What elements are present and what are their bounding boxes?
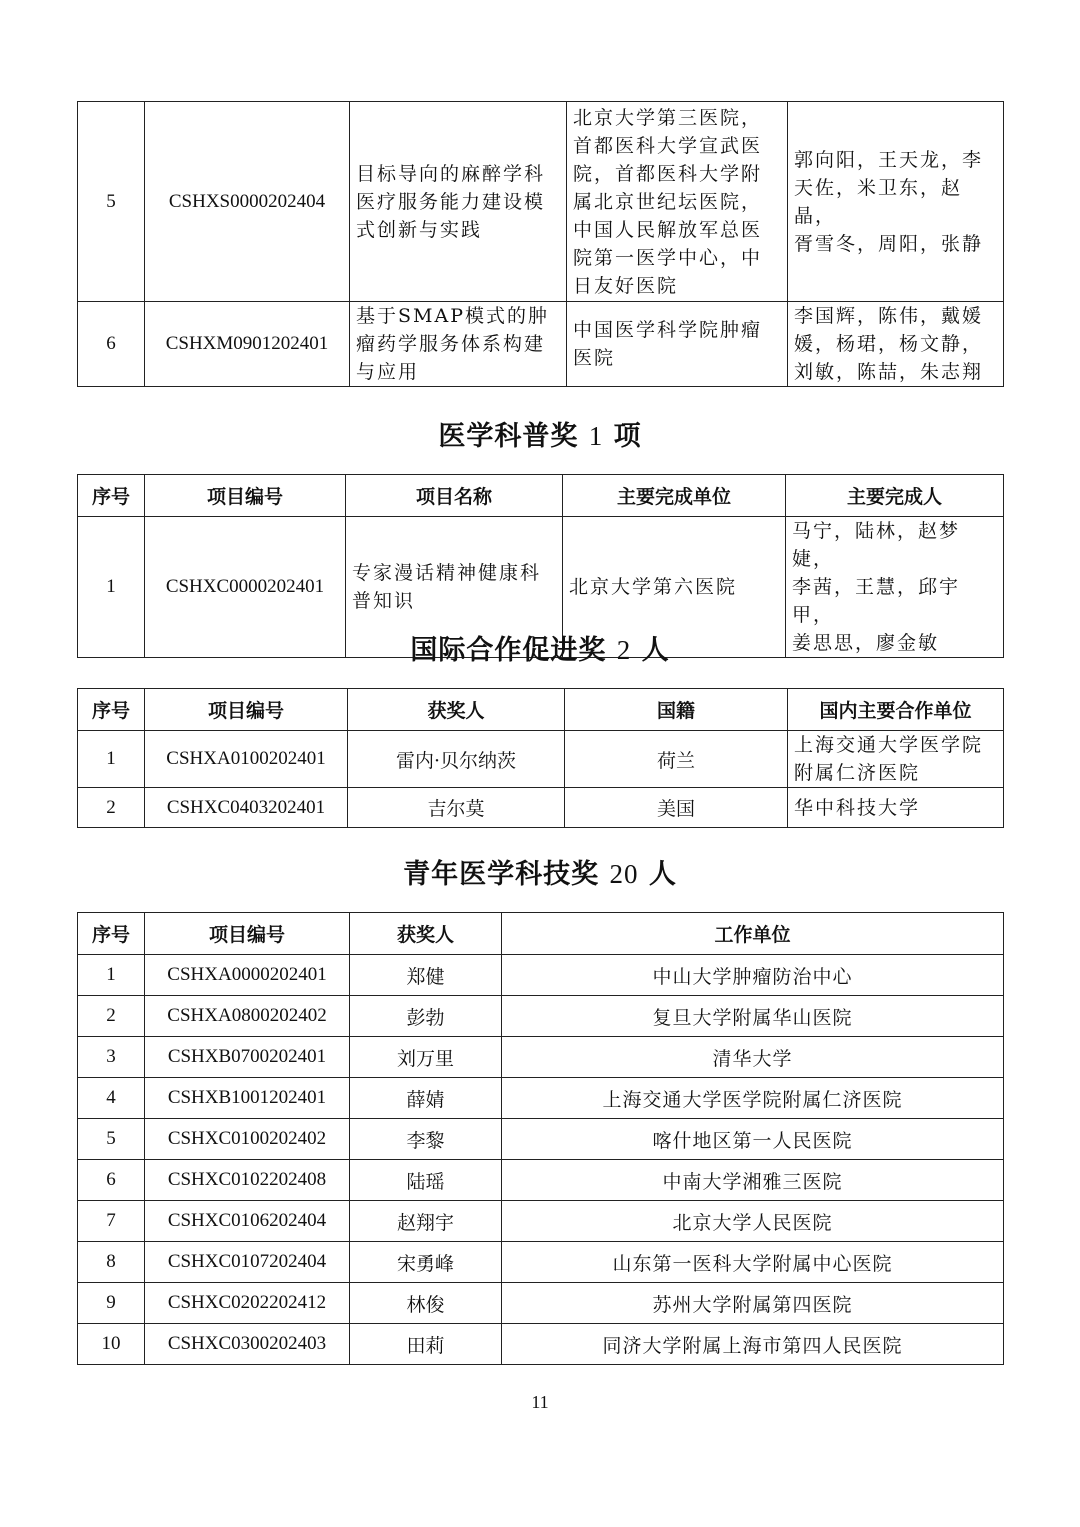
main-unit-line: 中国医学科学院肿瘤 xyxy=(573,319,763,341)
row-number: 2 xyxy=(78,788,145,828)
work-unit: 中山大学肿瘤防治中心 xyxy=(502,955,1004,996)
project-code: CSHXC0000202401 xyxy=(145,517,346,658)
column-header: 主要完成人 xyxy=(786,475,1004,517)
main-unit-line: 日友好医院 xyxy=(573,274,679,297)
awardee-name: 赵翔宇 xyxy=(350,1201,502,1242)
table-row xyxy=(78,1160,1004,1201)
nationality: 美国 xyxy=(565,788,788,828)
table-row xyxy=(78,302,1004,387)
row-number: 6 xyxy=(78,1160,145,1201)
work-unit: 苏州大学附属第四医院 xyxy=(502,1283,1004,1324)
section-title-kepu: 医学科普奖 1 项 xyxy=(438,421,642,452)
intl-award-table xyxy=(77,688,1004,828)
main-unit-line: 医院 xyxy=(573,347,616,369)
partner-unit-line: 上海交通大学医学院 xyxy=(794,734,984,756)
awardee-name: 宋勇峰 xyxy=(350,1242,502,1283)
column-header: 项目编号 xyxy=(145,475,346,517)
project-code: CSHXM0901202401 xyxy=(145,302,350,387)
table-row xyxy=(78,1324,1004,1365)
row-number: 1 xyxy=(78,955,145,996)
column-header: 工作单位 xyxy=(502,913,1004,955)
column-header: 国籍 xyxy=(565,689,788,731)
row-number: 6 xyxy=(78,302,145,387)
partner-unit-line: 附属仁济医院 xyxy=(794,762,921,784)
project-code: CSHXC0107202404 xyxy=(145,1242,350,1283)
main-unit-line: 中国人民解放军总医 xyxy=(573,218,763,241)
main-people xyxy=(788,102,1004,302)
project-code: CSHXC0202202412 xyxy=(145,1283,350,1324)
column-header: 项目编号 xyxy=(145,913,350,955)
project-name-line: 目标导向的麻醉学科 xyxy=(356,162,546,185)
work-unit: 北京大学人民医院 xyxy=(502,1201,1004,1242)
table-row xyxy=(78,1119,1004,1160)
awardee-name: 刘万里 xyxy=(350,1037,502,1078)
awardee-name: 吉尔莫 xyxy=(348,788,565,828)
project-code: CSHXC0100202402 xyxy=(145,1119,350,1160)
main-unit-line: 院，首都医科大学附 xyxy=(573,162,763,185)
project-code: CSHXC0403202401 xyxy=(145,788,348,828)
main-unit-line: 北京大学第六医院 xyxy=(569,576,738,598)
table-row xyxy=(78,102,1004,302)
table-row xyxy=(78,996,1004,1037)
project-name-line: 式创新与实践 xyxy=(356,218,483,241)
project-code: CSHXB1001202401 xyxy=(145,1078,350,1119)
table-row xyxy=(78,1078,1004,1119)
project-name-line: 瘤药学服务体系构建 xyxy=(356,333,546,355)
table-row xyxy=(78,1201,1004,1242)
awardee-name: 陆瑶 xyxy=(350,1160,502,1201)
project-name-line: 普知识 xyxy=(352,590,416,612)
row-number: 8 xyxy=(78,1242,145,1283)
main-people-line: 刘敏，陈喆，朱志翔 xyxy=(794,361,984,383)
column-header: 项目名称 xyxy=(346,475,563,517)
table-row xyxy=(78,1037,1004,1078)
awardee-name: 彭勃 xyxy=(350,996,502,1037)
main-people xyxy=(788,302,1004,387)
work-unit: 喀什地区第一人民医院 xyxy=(502,1119,1004,1160)
column-header: 获奖人 xyxy=(348,689,565,731)
table-row xyxy=(78,1283,1004,1324)
project-code: CSHXC0102202408 xyxy=(145,1160,350,1201)
work-unit: 清华大学 xyxy=(502,1037,1004,1078)
row-number: 1 xyxy=(78,517,145,658)
column-header: 主要完成单位 xyxy=(563,475,786,517)
project-code: CSHXS0000202404 xyxy=(145,102,350,302)
main-unit-line: 院第一医学中心，中 xyxy=(573,246,763,269)
work-unit: 山东第一医科大学附属中心医院 xyxy=(502,1242,1004,1283)
project-code: CSHXB0700202401 xyxy=(145,1037,350,1078)
work-unit: 复旦大学附属华山医院 xyxy=(502,996,1004,1037)
main-unit-line: 北京大学第三医院， xyxy=(573,106,763,129)
section-title-intl: 国际合作促进奖 2 人 xyxy=(410,635,670,666)
project-code: CSHXC0300202403 xyxy=(145,1324,350,1365)
column-header: 序号 xyxy=(78,475,145,517)
column-header: 序号 xyxy=(78,689,145,731)
project-name-line: 与应用 xyxy=(356,361,420,383)
project-code: CSHXA0100202401 xyxy=(145,731,348,788)
main-people-line: 李国辉，陈伟，戴媛 xyxy=(794,305,984,327)
row-number: 5 xyxy=(78,102,145,302)
main-people-line: 李茜，王慧，邱宇甲， xyxy=(792,576,961,626)
column-header: 获奖人 xyxy=(350,913,502,955)
page-number: 11 xyxy=(531,1392,549,1412)
awards-table-continued xyxy=(77,101,1004,387)
nationality: 荷兰 xyxy=(565,731,788,788)
awardee-name: 薛婧 xyxy=(350,1078,502,1119)
row-number: 9 xyxy=(78,1283,145,1324)
project-code: CSHXA0000202401 xyxy=(145,955,350,996)
project-name-line: 基于SMAP模式的肿 xyxy=(356,305,549,327)
column-header: 序号 xyxy=(78,913,145,955)
main-unit-line: 属北京世纪坛医院， xyxy=(573,190,763,213)
main-people-line: 马宁，陆林，赵梦婕， xyxy=(792,520,961,570)
column-header: 项目编号 xyxy=(145,689,348,731)
table-row xyxy=(78,731,1004,788)
row-number: 5 xyxy=(78,1119,145,1160)
table-row xyxy=(78,1242,1004,1283)
row-number: 3 xyxy=(78,1037,145,1078)
awardee-name: 雷内·贝尔纳茨 xyxy=(348,731,565,788)
main-unit xyxy=(567,302,788,387)
project-name-line: 专家漫话精神健康科 xyxy=(352,562,542,584)
main-unit xyxy=(567,102,788,302)
awardee-name: 李黎 xyxy=(350,1119,502,1160)
main-people-line: 天佐，米卫东，赵晶， xyxy=(794,176,963,227)
row-number: 1 xyxy=(78,731,145,788)
main-people-line: 胥雪冬，周阳，张静 xyxy=(794,232,984,255)
awardee-name: 郑健 xyxy=(350,955,502,996)
youth-award-table xyxy=(77,912,1004,1365)
partner-unit xyxy=(788,731,1004,788)
row-number: 10 xyxy=(78,1324,145,1365)
table-row xyxy=(78,955,1004,996)
row-number: 4 xyxy=(78,1078,145,1119)
project-name-line: 医疗服务能力建设模 xyxy=(356,190,546,213)
partner-unit xyxy=(788,788,1004,828)
main-people-line: 姜思思，廖金敏 xyxy=(792,632,940,654)
project-name xyxy=(350,302,567,387)
main-people-line: 郭向阳，王天龙，李 xyxy=(794,148,984,171)
awardee-name: 田莉 xyxy=(350,1324,502,1365)
section-title-youth: 青年医学科技奖 20 人 xyxy=(403,859,677,890)
main-people-line: 媛，杨珺，杨文静， xyxy=(794,333,984,355)
project-code: CSHXC0106202404 xyxy=(145,1201,350,1242)
partner-unit-line: 华中科技大学 xyxy=(794,796,921,819)
table-row xyxy=(78,788,1004,828)
work-unit: 中南大学湘雅三医院 xyxy=(502,1160,1004,1201)
row-number: 2 xyxy=(78,996,145,1037)
work-unit: 上海交通大学医学院附属仁济医院 xyxy=(502,1078,1004,1119)
row-number: 7 xyxy=(78,1201,145,1242)
main-unit-line: 首都医科大学宣武医 xyxy=(573,134,763,157)
awardee-name: 林俊 xyxy=(350,1283,502,1324)
project-name xyxy=(350,102,567,302)
column-header: 国内主要合作单位 xyxy=(788,689,1004,731)
work-unit: 同济大学附属上海市第四人民医院 xyxy=(502,1324,1004,1365)
project-code: CSHXA0800202402 xyxy=(145,996,350,1037)
